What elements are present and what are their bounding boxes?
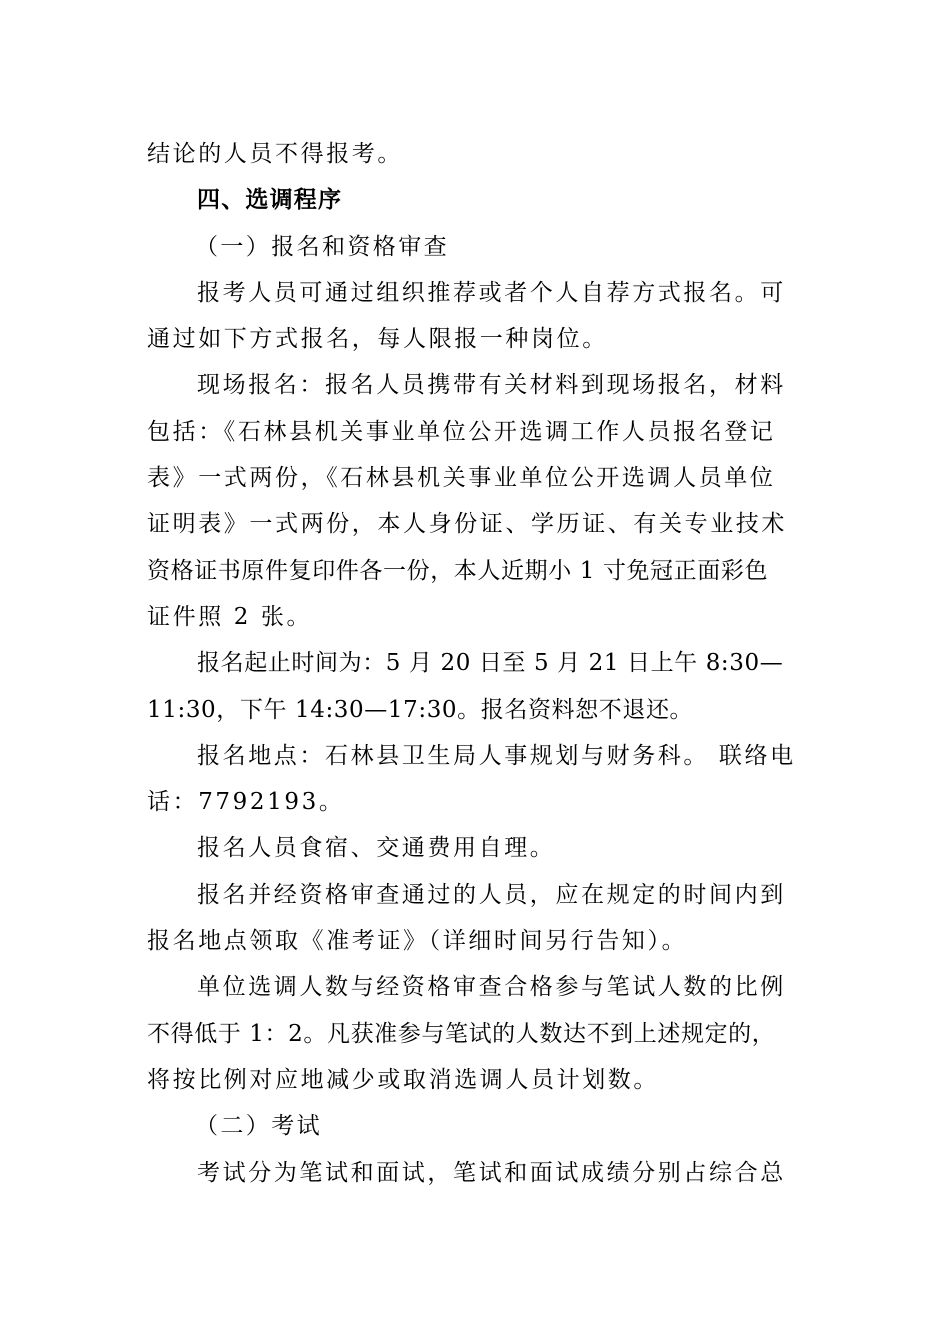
text-line: 话：7792193。: [147, 789, 345, 816]
document-body: [147, 131, 823, 1196]
text-line: 报名起止时间为：5 月 20 日至 5 月 21 日上午 8:30—: [197, 650, 784, 677]
text-line: 将按比例对应地减少或取消选调人员计划数。: [147, 1066, 659, 1093]
text-line: 表》一式两份，《石林县机关事业单位公开选调人员单位: [147, 465, 776, 492]
text-line: 11:30，下午 14:30—17:30。报名资料恕不退还。: [147, 696, 694, 723]
text-line: 证件照 2 张。: [147, 603, 313, 630]
text-line: 报考人员可通过组织推荐或者个人自荐方式报名。可: [197, 279, 786, 306]
section-heading: 四、选调程序: [197, 187, 343, 214]
text-line: 证明表》一式两份，本人身份证、学历证、有关专业技术: [147, 511, 787, 538]
text-line: 资格证书原件复印件各一份，本人近期小 1 寸免冠正面彩色: [147, 557, 769, 584]
subsection-heading: （一）报名和资格审查: [195, 233, 449, 260]
text-line: 报名并经资格审查通过的人员，应在规定的时间内到: [197, 881, 786, 908]
text-line: 报名人员食宿、交通费用自理。: [197, 835, 556, 862]
text-line: 通过如下方式报名，每人限报一种岗位。: [147, 326, 608, 353]
text-line: 结论的人员不得报考。: [147, 141, 403, 167]
text-line: 报名地点：石林县卫生局人事规划与财务科。 联络电: [197, 742, 796, 769]
subsection-heading: （二）考试: [195, 1113, 322, 1140]
text-line: 现场报名：报名人员携带有关材料到现场报名，材料: [197, 372, 786, 399]
text-line: 包括：《石林县机关事业单位公开选调工作人员报名登记: [147, 418, 776, 445]
text-line: 单位选调人数与经资格审查合格参与笔试人数的比例: [197, 974, 786, 1001]
text-line: 报名地点领取《准考证》（详细时间另行告知）。: [147, 928, 688, 955]
text-line: 考试分为笔试和面试，笔试和面试成绩分别占综合总: [197, 1159, 786, 1186]
text-line: 不得低于 1：2。凡获准参与笔试的人数达不到上述规定的，: [147, 1020, 776, 1047]
